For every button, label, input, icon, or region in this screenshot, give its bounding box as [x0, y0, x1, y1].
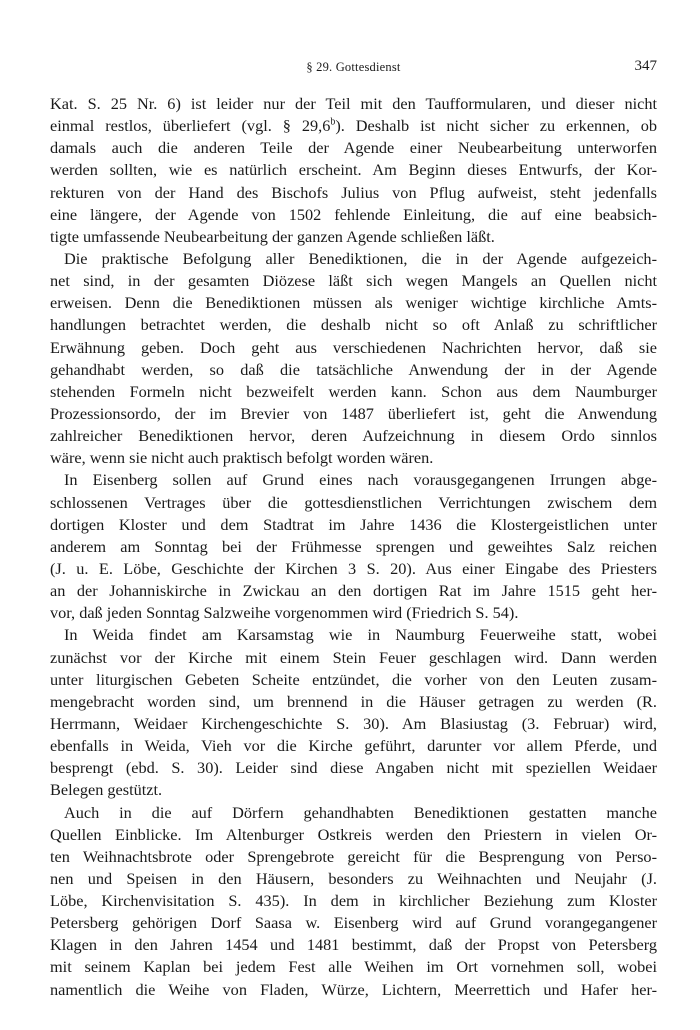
text-line: ebenfalls in Weida, Vieh vor die Kirche geführt, darunter vor allem Pferde, und: [50, 736, 657, 756]
text-line: besprengt (ebd. S. 30). Leider sind diese Angaben nicht mit speziellen Weidaer: [50, 758, 657, 778]
text-line: Kat. S. 25 Nr. 6) ist leider nur der Teil mit den Taufformularen, und dieser nicht: [50, 94, 657, 113]
text-line: Erwähnung geben. Doch geht aus verschiedenen Nachrichten hervor, daß sie: [50, 337, 657, 357]
section-heading: § 29. Gottesdienst: [306, 60, 401, 74]
text-line: werden sollten, wie es natürlich erscheint. Am Beginn dieses Entwurfs, der Kor-: [50, 160, 657, 180]
book-page: [50, 0, 657, 1030]
text-line: wäre, wenn sie nicht auch praktisch befolgt worden wären.: [50, 448, 434, 468]
page-number: 347: [634, 58, 657, 74]
text-line: eine längere, der Agende von 1502 fehlende Einleitung, die auf eine beabsich-: [50, 204, 657, 224]
text-line: handlungen betrachtet werden, die deshalb nicht so oft Anlaß zu schriftlicher: [50, 315, 657, 335]
text-line: In Weida findet am Karsamstag wie in Naumburg Feuerweihe statt, wobei: [64, 625, 657, 645]
text-line: Herrmann, Weidaer Kirchengeschichte S. 30). Am Blasiustag (3. Februar) wird,: [50, 713, 657, 733]
body-text: [50, 93, 657, 1001]
text-line: In Eisenberg sollen auf Grund eines nach vorausgegangenen Irrungen abge-: [64, 470, 657, 490]
paragraph: [50, 624, 657, 801]
text-line: schlossenen Vertrages über die gottesdienstlichen Verrichtungen zwischem dem: [50, 492, 657, 512]
text-line: Belegen gestützt.: [50, 780, 163, 800]
text-line: erweisen. Denn die Benediktionen müssen als weniger wichtige kirchliche Amts-: [50, 293, 657, 313]
paragraph: [50, 802, 657, 1001]
text-line: mit seinem Kaplan bei jedem Fest alle Weihen im Ort vornehmen soll, wobei: [50, 957, 657, 977]
text-line: Löbe, Kirchenvisitation S. 435). In dem in kirchlicher Beziehung zum Kloster: [50, 891, 657, 911]
text-line: net sind, in der gesamten Diözese läßt sich wegen Mangels an Quellen nicht: [50, 271, 657, 291]
text-line: anderem am Sonntag bei der Frühmesse sprengen und geweihtes Salz reichen: [50, 536, 657, 556]
text-line: gehandhabt werden, so daß die tatsächliche Anwendung der in der Agende: [50, 359, 657, 379]
text-line: nen und Speisen in den Häusern, besonders zu Weihnachten und Neujahr (J.: [50, 868, 657, 888]
text-line: Die praktische Befolgung aller Benediktionen, die in der Agende aufgezeich-: [64, 248, 657, 268]
text-line: ten Weihnachtsbrote oder Sprengebrote gereicht für die Besprengung von Perso-: [50, 846, 657, 866]
text-segment: einmal restlos, überliefert (vgl. § 29,6: [50, 116, 331, 136]
text-line: namentlich die Weihe von Fladen, Würze, Lichtern, Meerrettich und Hafer her-: [50, 979, 657, 999]
text-line: (J. u. E. Löbe, Geschichte der Kirchen 3 S. 20). Aus einer Eingabe des Priesters: [50, 558, 657, 578]
text-line: damals auch die anderen Teile der Agende einer Neubearbeitung unterworfen: [50, 138, 657, 158]
text-line: Auch in die auf Dörfern gehandhabten Benediktionen gestatten manche: [64, 802, 657, 822]
text-line: Petersberg gehörigen Dorf Saasa w. Eisenberg wird auf Grund vorangegangener: [50, 913, 657, 933]
text-line: Prozessionsordo, der im Brevier von 1487 überliefert ist, geht die Anwendung: [50, 403, 657, 423]
text-line: an der Johanniskirche in Zwickau an den dortigen Rat im Jahre 1515 geht her-: [50, 581, 657, 601]
superscript: b: [330, 116, 336, 128]
paragraph: [50, 248, 657, 469]
paragraph: [50, 93, 657, 248]
text-line: zahlreicher Benediktionen hervor, deren Aufzeichnung in diesem Ordo sinnlos: [50, 426, 657, 446]
text-line: unter liturgischen Gebeten Scheite entzündet, die vorher von den Leuten zusam-: [50, 669, 657, 689]
text-line: dortigen Kloster und dem Stadtrat im Jahre 1436 die Klostergeistlichen unter: [50, 514, 657, 534]
text-line: Quellen Einblicke. Im Altenburger Ostkreis werden den Priestern in vielen Or-: [50, 824, 657, 844]
text-line: [50, 115, 657, 137]
paragraph: [50, 469, 657, 624]
running-head: [50, 60, 657, 80]
text-line: zunächst vor der Kirche mit einem Stein Feuer geschlagen wird. Dann werden: [50, 647, 657, 667]
text-segment: ). Deshalb ist nicht sicher zu erkennen, ob: [335, 116, 657, 136]
text-line: stehenden Formeln nicht bezweifelt werden kann. Schon aus dem Naumburger: [50, 381, 657, 401]
text-line: vor, daß jeden Sonntag Salzweihe vorgenommen wird (Friedrich S. 54).: [50, 603, 519, 623]
text-line: mengebracht worden sind, um brennend in die Häuser getragen zu werden (R.: [50, 691, 657, 711]
text-line: rekturen von der Hand des Bischofs Julius von Pflug aufweist, steht jedenfalls: [50, 182, 657, 202]
text-line: Klagen in den Jahren 1454 und 1481 bestimmt, daß der Propst von Petersberg: [50, 935, 657, 955]
text-line: tigte umfassende Neubearbeitung der ganzen Agende schließen läßt.: [50, 226, 495, 246]
